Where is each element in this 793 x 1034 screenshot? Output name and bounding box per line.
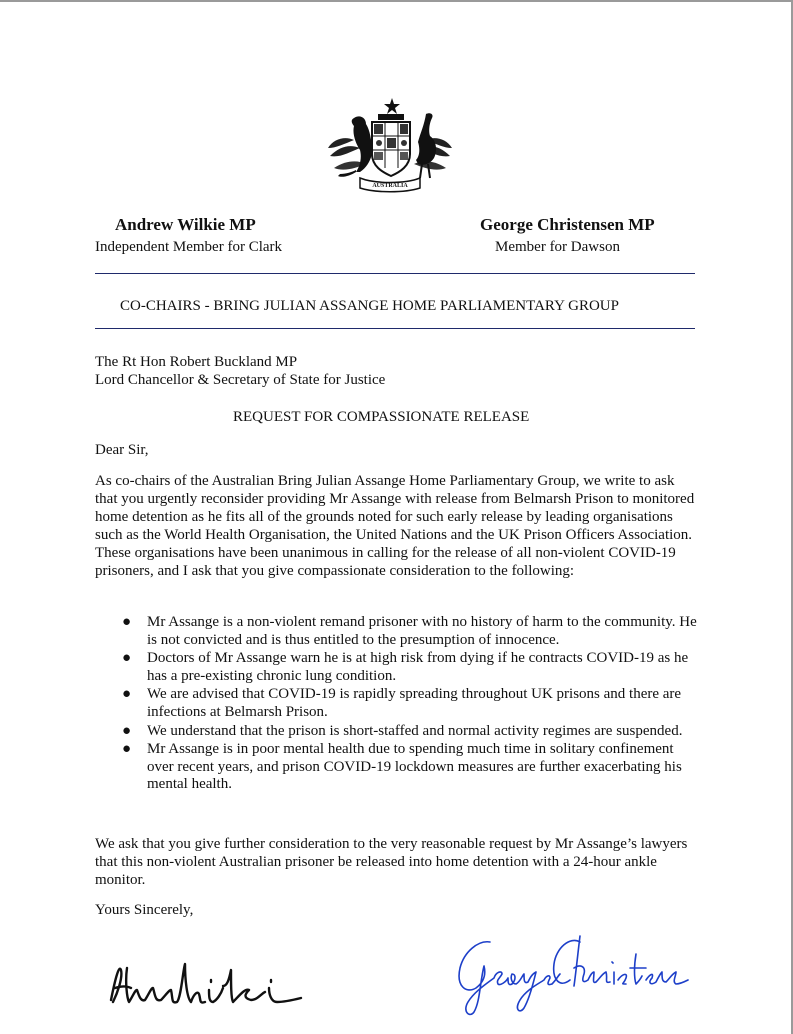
bullet-icon: ●	[122, 614, 132, 630]
sender-block-christensen	[480, 215, 655, 235]
list-item	[95, 614, 698, 649]
list-item-text: Mr Assange is in poor mental health due to spending much time in solitary confinement over recent years, and prison COVID-19 lockdown measures are further exacerbating his mental health.	[147, 741, 682, 793]
closing-text: We ask that you give further consideration to the very reasonable request by Mr Assange’s lawyers that this non-violent Australian prisoner be released into home detention with a 24-hour ankle monitor.	[95, 836, 688, 888]
list-item-text: We understand that the prison is short-staffed and normal activity regimes are suspended.	[147, 722, 683, 739]
intro-text: As co-chairs of the Australian Bring Julian Assange Home Parliamentary Group, we write to ask that you urgently reconsider providing Mr Assange with release from Belmarsh Prison to monitored home detention as he fits all of the grounds noted for such early release by leading organisations such as the World Health Organisation, the United Nations and the UK Prison Officers Association. These organisations have been unanimous in calling for the release of all non-violent COVID-19 prisoners, and I ask that you give compassionate consideration to the following:	[95, 473, 695, 579]
scroll-text: AUSTRALIA	[372, 183, 408, 189]
group-title: CO-CHAIRS - BRING JULIAN ASSANGE HOME PARLIAMENTARY GROUP	[120, 298, 619, 314]
bullet-icon: ●	[122, 650, 132, 667]
coat-of-arms-emblem	[320, 96, 460, 196]
subject-line: REQUEST FOR COMPASSIONATE RELEASE	[233, 409, 530, 425]
sender-role-christensen	[495, 239, 620, 256]
list-item-text: Mr Assange is a non-violent remand prisoner with no history of harm to the community. He is not convicted and is thus entitled to the presumption of innocence.	[147, 614, 697, 648]
bullet-icon: ●	[122, 722, 132, 739]
list-item	[95, 650, 698, 685]
bullet-icon: ●	[122, 686, 132, 703]
sender-role-wilkie	[95, 239, 282, 256]
page-top-border	[0, 0, 793, 2]
sender-name: Andrew Wilkie MP	[115, 215, 256, 234]
salutation: Dear Sir,	[95, 442, 149, 458]
header-rule-bottom	[95, 328, 695, 329]
signature-christensen	[450, 928, 690, 1020]
bullet-icon: ●	[122, 741, 132, 758]
list-item	[95, 686, 698, 721]
signoff: Yours Sincerely,	[95, 902, 194, 918]
sender-name: George Christensen MP	[480, 215, 655, 234]
bullet-list	[95, 614, 698, 795]
sender-role: Member for Dawson	[495, 239, 620, 255]
list-item	[95, 723, 698, 741]
signature-wilkie	[105, 950, 305, 1015]
sender-role: Independent Member for Clark	[95, 239, 283, 255]
list-item	[95, 741, 698, 794]
header-rule-top	[95, 273, 695, 274]
sender-block-wilkie	[115, 215, 256, 235]
closing-paragraph	[95, 835, 698, 889]
list-item-text: Doctors of Mr Assange warn he is at high risk from dying if he contracts COVID-19 as he has a pre-existing chronic lung condition.	[147, 650, 689, 684]
intro-paragraph	[95, 472, 698, 580]
list-item-text: We are advised that COVID-19 is rapidly spreading throughout UK prisons and there are infections at Belmarsh Prison.	[147, 686, 682, 720]
recipient-title: Lord Chancellor & Secretary of State for Justice	[95, 372, 386, 388]
recipient-name: The Rt Hon Robert Buckland MP	[95, 354, 298, 370]
